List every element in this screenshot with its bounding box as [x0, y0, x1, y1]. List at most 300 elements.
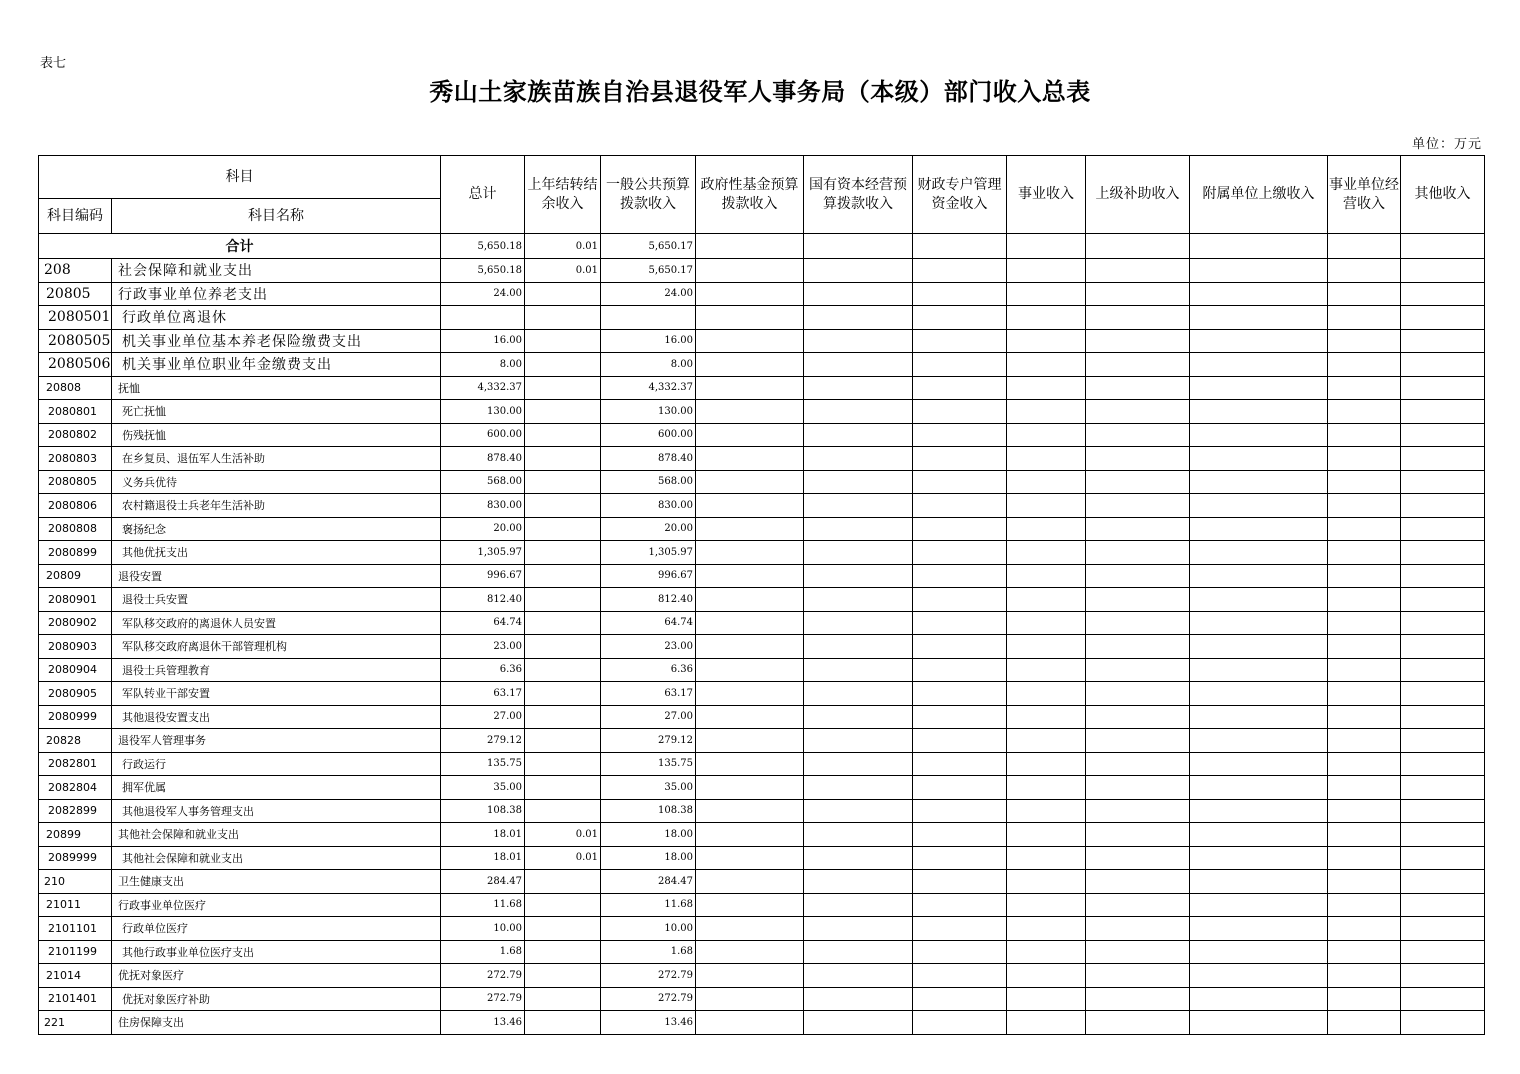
empty-cell — [913, 682, 1007, 706]
empty-cell — [1190, 541, 1328, 565]
empty-cell — [804, 470, 913, 494]
empty-cell — [1190, 987, 1328, 1011]
empty-cell — [696, 329, 804, 353]
empty-cell — [1401, 423, 1485, 447]
empty-cell — [913, 470, 1007, 494]
carryover-cell — [525, 306, 601, 330]
subject-name: 行政事业单位医疗 — [112, 893, 441, 917]
empty-cell — [804, 329, 913, 353]
empty-cell — [804, 376, 913, 400]
subject-code: 20809 — [39, 564, 112, 588]
empty-cell — [1401, 658, 1485, 682]
empty-cell — [1086, 234, 1190, 259]
general-budget-cell: 568.00 — [601, 470, 696, 494]
total-row — [39, 234, 1485, 259]
table-row — [39, 893, 1485, 917]
general-budget-cell: 13.46 — [601, 1011, 696, 1035]
empty-cell — [1401, 611, 1485, 635]
empty-cell — [804, 729, 913, 753]
total-cell: 23.00 — [441, 635, 525, 659]
empty-cell — [1328, 282, 1401, 306]
total-cell: 284.47 — [441, 870, 525, 894]
empty-cell — [1190, 353, 1328, 377]
general-budget-cell: 1.68 — [601, 940, 696, 964]
general-budget-cell: 996.67 — [601, 564, 696, 588]
empty-cell — [1328, 682, 1401, 706]
carryover-cell — [525, 682, 601, 706]
carryover-cell — [525, 940, 601, 964]
general-budget-cell: 830.00 — [601, 494, 696, 518]
empty-cell — [1007, 376, 1086, 400]
empty-cell — [913, 705, 1007, 729]
empty-cell — [1328, 541, 1401, 565]
table-row — [39, 870, 1485, 894]
empty-cell — [804, 306, 913, 330]
total-cell: 8.00 — [441, 353, 525, 377]
carryover-cell — [525, 658, 601, 682]
empty-cell — [696, 635, 804, 659]
empty-cell — [1401, 823, 1485, 847]
table-row — [39, 517, 1485, 541]
empty-cell — [804, 447, 913, 471]
subject-code: 2080904 — [39, 658, 112, 682]
total-cell: 996.67 — [441, 564, 525, 588]
general-budget-cell: 600.00 — [601, 423, 696, 447]
total-label: 合计 — [39, 234, 441, 259]
empty-cell — [696, 353, 804, 377]
subject-code: 2082804 — [39, 776, 112, 800]
header-business: 事业收入 — [1007, 156, 1086, 234]
empty-cell — [804, 611, 913, 635]
empty-cell — [1086, 682, 1190, 706]
carryover-cell — [525, 423, 601, 447]
empty-cell — [1328, 729, 1401, 753]
carryover-cell — [525, 705, 601, 729]
empty-cell — [1190, 1011, 1328, 1035]
empty-cell — [1086, 376, 1190, 400]
subject-code: 2082801 — [39, 752, 112, 776]
empty-cell — [1007, 611, 1086, 635]
total-carryover: 0.01 — [525, 234, 601, 259]
empty-cell — [1007, 776, 1086, 800]
subject-code: 221 — [39, 1011, 112, 1035]
empty-cell — [1190, 846, 1328, 870]
subject-name: 行政事业单位养老支出 — [112, 282, 441, 306]
table-label: 表七 — [40, 56, 67, 71]
carryover-cell — [525, 987, 601, 1011]
table-row — [39, 776, 1485, 800]
total-cell: 11.68 — [441, 893, 525, 917]
general-budget-cell: 5,650.17 — [601, 259, 696, 283]
table-row — [39, 376, 1485, 400]
empty-cell — [1007, 541, 1086, 565]
subject-name: 优抚对象医疗补助 — [112, 987, 441, 1011]
general-budget-cell: 24.00 — [601, 282, 696, 306]
total-cell: 24.00 — [441, 282, 525, 306]
total-cell: 6.36 — [441, 658, 525, 682]
empty-cell — [913, 400, 1007, 424]
empty-cell — [804, 635, 913, 659]
empty-cell — [1328, 259, 1401, 283]
carryover-cell — [525, 282, 601, 306]
subject-name: 优抚对象医疗 — [112, 964, 441, 988]
empty-cell — [1328, 964, 1401, 988]
subject-code: 2080506 — [39, 353, 112, 377]
empty-cell — [696, 541, 804, 565]
table-row — [39, 423, 1485, 447]
empty-cell — [696, 870, 804, 894]
subject-name: 伤残抚恤 — [112, 423, 441, 447]
subject-name: 义务兵优待 — [112, 470, 441, 494]
carryover-cell — [525, 329, 601, 353]
total-cell: 64.74 — [441, 611, 525, 635]
empty-cell — [1328, 376, 1401, 400]
empty-cell — [1086, 846, 1190, 870]
empty-cell — [1007, 799, 1086, 823]
empty-cell — [1401, 729, 1485, 753]
table-row — [39, 752, 1485, 776]
empty-cell — [1007, 564, 1086, 588]
header-affiliated: 附属单位上缴收入 — [1190, 156, 1328, 234]
empty-cell — [1401, 705, 1485, 729]
empty-cell — [1007, 752, 1086, 776]
carryover-cell — [525, 870, 601, 894]
empty-cell — [1401, 964, 1485, 988]
empty-cell — [1086, 799, 1190, 823]
empty-cell — [1328, 846, 1401, 870]
subject-code: 2080803 — [39, 447, 112, 471]
subject-code: 210 — [39, 870, 112, 894]
empty-cell — [913, 823, 1007, 847]
empty-cell — [696, 893, 804, 917]
general-budget-cell: 10.00 — [601, 917, 696, 941]
empty-cell — [804, 799, 913, 823]
total-cell: 108.38 — [441, 799, 525, 823]
carryover-cell — [525, 799, 601, 823]
empty-cell — [1086, 917, 1190, 941]
subject-name: 其他优抚支出 — [112, 541, 441, 565]
empty-cell — [1190, 776, 1328, 800]
empty-cell — [1328, 470, 1401, 494]
empty-cell — [696, 776, 804, 800]
empty-cell — [913, 306, 1007, 330]
empty-cell — [804, 917, 913, 941]
subject-name: 机关事业单位职业年金缴费支出 — [112, 353, 441, 377]
empty-cell — [1190, 611, 1328, 635]
empty-cell — [1190, 870, 1328, 894]
table-row — [39, 635, 1485, 659]
empty-cell — [1007, 870, 1086, 894]
general-budget-cell: 284.47 — [601, 870, 696, 894]
empty-cell — [804, 282, 913, 306]
empty-cell — [1190, 752, 1328, 776]
total-cell: 279.12 — [441, 729, 525, 753]
empty-cell — [1190, 494, 1328, 518]
empty-cell — [696, 234, 804, 259]
subject-name: 其他退役安置支出 — [112, 705, 441, 729]
empty-cell — [1401, 376, 1485, 400]
empty-cell — [804, 776, 913, 800]
empty-cell — [1086, 353, 1190, 377]
empty-cell — [804, 423, 913, 447]
total-cell: 5,650.18 — [441, 259, 525, 283]
empty-cell — [1401, 588, 1485, 612]
subject-code: 2101401 — [39, 987, 112, 1011]
total-cell — [441, 306, 525, 330]
carryover-cell — [525, 564, 601, 588]
total-cell: 130.00 — [441, 400, 525, 424]
empty-cell — [913, 870, 1007, 894]
table-row — [39, 705, 1485, 729]
empty-cell — [1086, 870, 1190, 894]
subject-code: 2101101 — [39, 917, 112, 941]
empty-cell — [1007, 353, 1086, 377]
subject-name: 退役安置 — [112, 564, 441, 588]
empty-cell — [1086, 470, 1190, 494]
empty-cell — [1328, 752, 1401, 776]
empty-cell — [1328, 705, 1401, 729]
empty-cell — [804, 234, 913, 259]
subject-code: 2080805 — [39, 470, 112, 494]
general-budget-cell: 8.00 — [601, 353, 696, 377]
subject-code: 21011 — [39, 893, 112, 917]
total-cell: 20.00 — [441, 517, 525, 541]
empty-cell — [1190, 329, 1328, 353]
subject-name: 住房保障支出 — [112, 1011, 441, 1035]
total-cell: 135.75 — [441, 752, 525, 776]
header-name: 科目名称 — [112, 199, 441, 234]
subject-code: 2080806 — [39, 494, 112, 518]
empty-cell — [804, 541, 913, 565]
empty-cell — [1086, 752, 1190, 776]
total-cell: 27.00 — [441, 705, 525, 729]
empty-cell — [1007, 893, 1086, 917]
carryover-cell — [525, 729, 601, 753]
subject-code: 2080999 — [39, 705, 112, 729]
empty-cell — [913, 259, 1007, 283]
subject-code: 2101199 — [39, 940, 112, 964]
empty-cell — [1086, 541, 1190, 565]
general-budget-cell: 878.40 — [601, 447, 696, 471]
total-cell: 812.40 — [441, 588, 525, 612]
empty-cell — [804, 987, 913, 1011]
subject-code: 2080905 — [39, 682, 112, 706]
empty-cell — [1007, 635, 1086, 659]
empty-cell — [1190, 282, 1328, 306]
empty-cell — [1086, 940, 1190, 964]
general-budget-cell: 279.12 — [601, 729, 696, 753]
empty-cell — [1401, 1011, 1485, 1035]
total-cell: 830.00 — [441, 494, 525, 518]
empty-cell — [1401, 517, 1485, 541]
empty-cell — [1328, 823, 1401, 847]
subject-code: 208 — [39, 259, 112, 283]
empty-cell — [1007, 329, 1086, 353]
empty-cell — [1328, 799, 1401, 823]
empty-cell — [1007, 447, 1086, 471]
subject-name: 拥军优属 — [112, 776, 441, 800]
empty-cell — [1190, 658, 1328, 682]
empty-cell — [1328, 940, 1401, 964]
table-row — [39, 588, 1485, 612]
empty-cell — [1190, 234, 1328, 259]
empty-cell — [696, 470, 804, 494]
empty-cell — [804, 353, 913, 377]
empty-cell — [1190, 306, 1328, 330]
empty-cell — [1190, 423, 1328, 447]
subject-name: 其他退役军人事务管理支出 — [112, 799, 441, 823]
carryover-cell: 0.01 — [525, 823, 601, 847]
empty-cell — [696, 447, 804, 471]
total-cell: 568.00 — [441, 470, 525, 494]
empty-cell — [1007, 259, 1086, 283]
empty-cell — [1190, 823, 1328, 847]
page-title: 秀山土家族苗族自治县退役军人事务局（本级）部门收入总表 — [429, 77, 1091, 106]
header-total: 总计 — [441, 156, 525, 234]
empty-cell — [1401, 494, 1485, 518]
carryover-cell — [525, 917, 601, 941]
empty-cell — [1328, 234, 1401, 259]
empty-cell — [1086, 329, 1190, 353]
carryover-cell: 0.01 — [525, 846, 601, 870]
subject-code: 2080801 — [39, 400, 112, 424]
general-budget-cell: 35.00 — [601, 776, 696, 800]
empty-cell — [1086, 564, 1190, 588]
general-budget-cell: 108.38 — [601, 799, 696, 823]
carryover-cell — [525, 470, 601, 494]
general-budget-cell: 135.75 — [601, 752, 696, 776]
empty-cell — [1007, 588, 1086, 612]
carryover-cell: 0.01 — [525, 259, 601, 283]
general-budget-cell: 130.00 — [601, 400, 696, 424]
empty-cell — [804, 964, 913, 988]
empty-cell — [1401, 940, 1485, 964]
table-row — [39, 306, 1485, 330]
total-cell: 18.01 — [441, 846, 525, 870]
general-budget-cell: 4,332.37 — [601, 376, 696, 400]
empty-cell — [1328, 611, 1401, 635]
empty-cell — [913, 658, 1007, 682]
empty-cell — [1086, 400, 1190, 424]
empty-cell — [696, 1011, 804, 1035]
total-cell: 18.01 — [441, 823, 525, 847]
empty-cell — [696, 376, 804, 400]
general-budget-cell: 272.79 — [601, 964, 696, 988]
empty-cell — [1190, 917, 1328, 941]
empty-cell — [1007, 423, 1086, 447]
empty-cell — [1401, 282, 1485, 306]
header-superior-subsidy: 上级补助收入 — [1086, 156, 1190, 234]
empty-cell — [1086, 259, 1190, 283]
total-cell: 13.46 — [441, 1011, 525, 1035]
empty-cell — [696, 423, 804, 447]
empty-cell — [1007, 306, 1086, 330]
empty-cell — [696, 846, 804, 870]
empty-cell — [1328, 588, 1401, 612]
table-row — [39, 564, 1485, 588]
empty-cell — [804, 259, 913, 283]
empty-cell — [1328, 658, 1401, 682]
empty-cell — [913, 376, 1007, 400]
empty-cell — [696, 282, 804, 306]
table-row — [39, 494, 1485, 518]
header-special-fund: 财政专户管理资金收入 — [913, 156, 1007, 234]
empty-cell — [1190, 376, 1328, 400]
empty-cell — [1401, 470, 1485, 494]
header-general-budget: 一般公共预算拨款收入 — [601, 156, 696, 234]
empty-cell — [1401, 400, 1485, 424]
empty-cell — [1190, 799, 1328, 823]
empty-cell — [1401, 846, 1485, 870]
empty-cell — [1086, 823, 1190, 847]
subject-code: 2080802 — [39, 423, 112, 447]
subject-code: 20828 — [39, 729, 112, 753]
carryover-cell — [525, 376, 601, 400]
empty-cell — [913, 917, 1007, 941]
subject-name: 其他社会保障和就业支出 — [112, 846, 441, 870]
empty-cell — [1328, 893, 1401, 917]
general-budget-cell: 6.36 — [601, 658, 696, 682]
empty-cell — [1086, 588, 1190, 612]
table-row — [39, 987, 1485, 1011]
subject-code: 2089999 — [39, 846, 112, 870]
empty-cell — [1190, 588, 1328, 612]
total-cell: 10.00 — [441, 917, 525, 941]
total-cell: 16.00 — [441, 329, 525, 353]
empty-cell — [1401, 799, 1485, 823]
empty-cell — [1190, 940, 1328, 964]
empty-cell — [1190, 893, 1328, 917]
empty-cell — [913, 494, 1007, 518]
subject-code: 2080903 — [39, 635, 112, 659]
empty-cell — [1007, 823, 1086, 847]
empty-cell — [696, 682, 804, 706]
empty-cell — [913, 987, 1007, 1011]
general-budget-cell: 64.74 — [601, 611, 696, 635]
empty-cell — [696, 705, 804, 729]
empty-cell — [913, 234, 1007, 259]
empty-cell — [913, 611, 1007, 635]
empty-cell — [804, 517, 913, 541]
subject-code: 20808 — [39, 376, 112, 400]
carryover-cell — [525, 752, 601, 776]
carryover-cell — [525, 400, 601, 424]
unit-note: 单位：万元 — [1411, 137, 1482, 152]
carryover-cell — [525, 635, 601, 659]
subject-name: 军队转业干部安置 — [112, 682, 441, 706]
subject-name: 行政单位离退休 — [112, 306, 441, 330]
empty-cell — [1007, 517, 1086, 541]
table-row — [39, 1011, 1485, 1035]
subject-code: 21014 — [39, 964, 112, 988]
empty-cell — [696, 494, 804, 518]
empty-cell — [1007, 234, 1086, 259]
header-code: 科目编码 — [39, 199, 112, 234]
empty-cell — [1007, 282, 1086, 306]
empty-cell — [1190, 635, 1328, 659]
income-summary-table — [38, 155, 1485, 1035]
empty-cell — [913, 353, 1007, 377]
empty-cell — [804, 846, 913, 870]
subject-name: 退役军人管理事务 — [112, 729, 441, 753]
empty-cell — [1190, 517, 1328, 541]
empty-cell — [913, 846, 1007, 870]
empty-cell — [804, 940, 913, 964]
empty-cell — [1401, 447, 1485, 471]
empty-cell — [1401, 917, 1485, 941]
empty-cell — [1401, 987, 1485, 1011]
empty-cell — [1401, 752, 1485, 776]
